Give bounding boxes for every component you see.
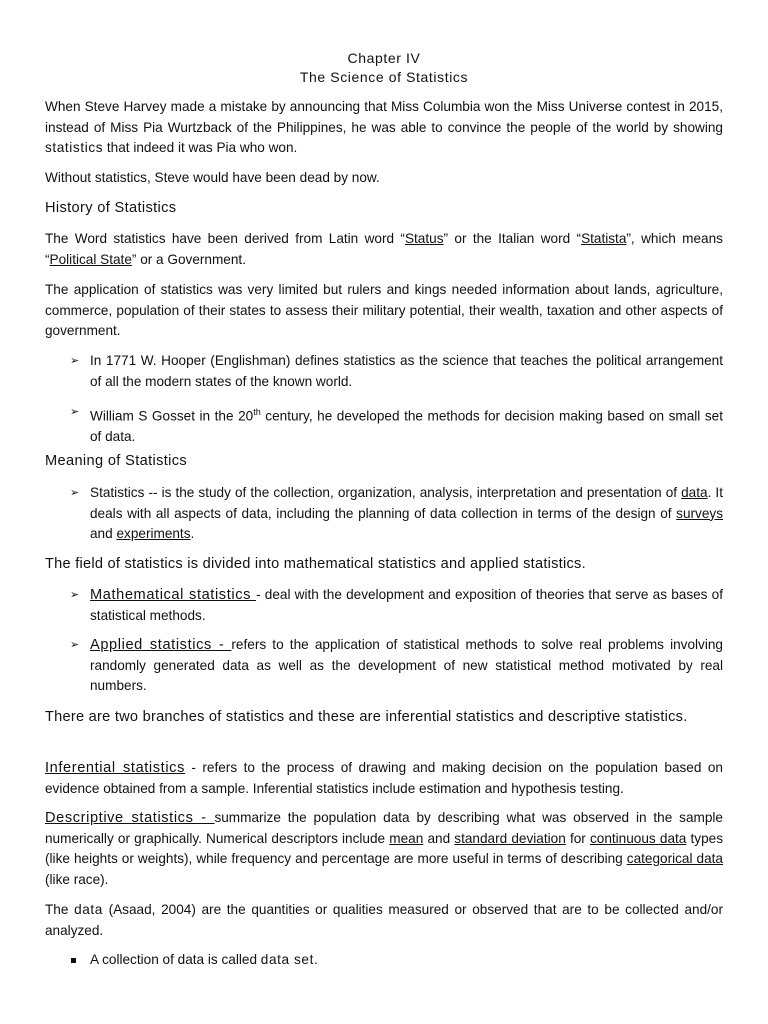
meaning-heading: Meaning of Statistics	[45, 453, 187, 469]
data-paragraph: The data (Asaad, 2004) are the quantities or qualities measured or observed that are to be collected and/or analyzed.	[45, 902, 723, 938]
list-item: ➢ Applied statistics - refers to the application of statistical methods to solve real problems involving randomly generated data as well as the development of new statistical method motivated by real numbers.	[70, 637, 723, 694]
arrow-bullet-icon: ➢	[70, 487, 80, 499]
list-item: ➢ William S Gosset in the 20th century, he developed the methods for decision making based on small set of data.	[70, 402, 723, 448]
descriptive-paragraph: Descriptive statistics - summarize the population data by describing what was observed in the sample numerically or graphically. Numerical descriptors include mean and standard deviation for continuous data types (like heights or weights), while frequency and percentage are more useful in terms of describing categorical data (like race).	[45, 810, 723, 887]
experiments-link[interactable]: experiments	[116, 526, 191, 542]
history-heading: History of Statistics	[45, 200, 177, 216]
applied-stats-term: Applied statistics -	[90, 637, 232, 653]
continuous-data-link[interactable]: continuous data	[589, 830, 687, 846]
arrow-bullet-icon: ➢	[70, 406, 80, 418]
arrow-bullet-icon: ➢	[70, 639, 80, 651]
list-item: ➢ Statistics -- is the study of the collection, organization, analysis, interpretation and presentation of data. It deals with all aspects of data, including the planning of data collection in terms of the design of surveys and experiments.	[70, 485, 723, 542]
inferential-term: Inferential statistics	[45, 760, 185, 776]
political-state-term: Political State	[49, 251, 132, 267]
data-link[interactable]: data	[681, 485, 708, 500]
arrow-bullet-icon: ➢	[70, 589, 80, 601]
mean-link[interactable]: mean	[389, 830, 424, 846]
surveys-link[interactable]: surveys	[676, 505, 723, 521]
arrow-bullet-icon: ➢	[70, 355, 80, 367]
intro-paragraph-2: Without statistics, Steve would have been dead by now.	[45, 170, 380, 185]
statista-term: Statista	[581, 231, 627, 246]
page-title: The Science of Statistics	[299, 69, 469, 85]
status-term: Status	[404, 231, 444, 246]
square-bullet-icon	[71, 958, 76, 963]
history-paragraph: The Word statistics have been derived from Latin word “Status” or the Italian word “Statista”, which means “Political State” or a Government.	[45, 231, 723, 267]
list-item: ➢ In 1771 W. Hooper (Englishman) defines statistics as the science that teaches the political arrangement of all the modern states of the known world.	[70, 353, 723, 389]
branches-lead: There are two branches of statistics and these are inferential statistics and descriptive statistics.	[45, 709, 688, 725]
standard-deviation-link[interactable]: standard deviation	[454, 830, 566, 846]
descriptive-term: Descriptive statistics -	[45, 810, 215, 826]
history-paragraph-2: The application of statistics was very limited but rulers and kings needed information about lands, agriculture, commerce, population of their states to assess their military potential, their wealth, taxation and other aspects of government.	[45, 282, 723, 339]
intro-paragraph: When Steve Harvey made a mistake by announcing that Miss Columbia won the Miss Universe contest in 2015, instead of Miss Pia Wurtzback of the Philippines, he was able to convince the people of the world by showing statistics that indeed it was Pia who won.	[45, 99, 723, 156]
inferential-paragraph: Inferential statistics - refers to the process of drawing and making decision on the population based on evidence obtained from a sample. Inferential statistics include estimation and hypothesis testing.	[45, 760, 723, 796]
list-item: ➢ Mathematical statistics - deal with the development and exposition of theories that serve as bases of statistical methods.	[70, 587, 723, 623]
field-lead: The field of statistics is divided into mathematical statistics and applied statistics.	[45, 556, 586, 572]
list-item: A collection of data is called data set.	[90, 952, 318, 967]
categorical-data-link[interactable]: categorical data	[626, 851, 723, 867]
math-stats-term: Mathematical statistics	[90, 587, 257, 603]
chapter-label: Chapter IV	[347, 50, 421, 66]
